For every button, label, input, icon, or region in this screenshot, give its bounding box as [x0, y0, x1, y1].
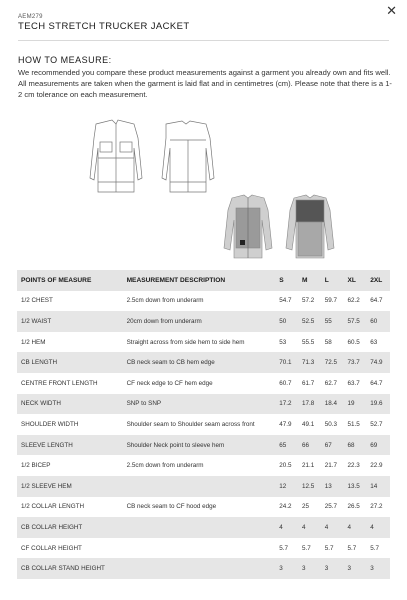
size-value: 70.1: [276, 352, 299, 373]
measure-description: 2.5cm down from underarm: [124, 455, 277, 476]
size-value: 55.5: [299, 332, 322, 353]
size-value: 50: [276, 311, 299, 332]
measure-point: 1/2 SLEEVE HEM: [17, 476, 124, 497]
size-value: 61.7: [299, 373, 322, 394]
size-value: 12.5: [299, 476, 322, 497]
table-row: [17, 352, 390, 373]
size-value: 54.7: [276, 291, 299, 312]
size-value: 63.7: [345, 373, 368, 394]
size-value: 4: [299, 517, 322, 538]
measure-point: CB COLLAR HEIGHT: [17, 517, 124, 538]
table-row: [17, 373, 390, 394]
size-value: 57.2: [299, 291, 322, 312]
measure-description: Shoulder seam to Shoulder seam across front: [124, 414, 277, 435]
size-value: 73.7: [345, 352, 368, 373]
size-value: 71.3: [299, 352, 322, 373]
measure-point: 1/2 BICEP: [17, 455, 124, 476]
jacket-back-sketch: [162, 121, 214, 192]
measure-description: [124, 476, 277, 497]
divider: [18, 40, 389, 41]
size-value: 20.5: [276, 455, 299, 476]
size-value: 25: [299, 497, 322, 518]
size-value: 19: [345, 394, 368, 415]
table-row: [17, 558, 390, 579]
measure-point: CF COLLAR HEIGHT: [17, 538, 124, 559]
size-value: 17.2: [276, 394, 299, 415]
size-chart-table: [17, 270, 390, 579]
size-value: 27.2: [367, 497, 390, 518]
measure-description: CF neck edge to CF hem edge: [124, 373, 277, 394]
close-icon[interactable]: ✕: [386, 3, 397, 18]
size-value: 4: [345, 517, 368, 538]
measure-point: 1/2 HEM: [17, 332, 124, 353]
size-value: 3: [276, 558, 299, 579]
size-value: 4: [276, 517, 299, 538]
measure-description: [124, 538, 277, 559]
column-header: L: [322, 270, 345, 291]
jacket-front-illustration: [224, 195, 272, 258]
column-header: S: [276, 270, 299, 291]
size-value: 69: [367, 435, 390, 456]
size-value: 49.1: [299, 414, 322, 435]
size-value: 59.7: [322, 291, 345, 312]
measure-description: [124, 558, 277, 579]
size-value: 3: [345, 558, 368, 579]
measure-description: 2.5cm down from underarm: [124, 291, 277, 312]
size-value: 58: [322, 332, 345, 353]
column-header: XL: [345, 270, 368, 291]
size-value: 25.7: [322, 497, 345, 518]
size-value: 52.7: [367, 414, 390, 435]
size-value: 60.5: [345, 332, 368, 353]
jacket-back-illustration: [286, 195, 334, 258]
measure-point: 1/2 CHEST: [17, 291, 124, 312]
size-value: 14: [367, 476, 390, 497]
product-title: TECH STRETCH TRUCKER JACKET: [18, 21, 190, 32]
jacket-front-sketch: [90, 120, 142, 192]
measure-point: 1/2 WAIST: [17, 311, 124, 332]
measure-description: [124, 517, 277, 538]
size-value: 51.5: [345, 414, 368, 435]
table-row: [17, 435, 390, 456]
measure-point: CENTRE FRONT LENGTH: [17, 373, 124, 394]
size-value: 3: [299, 558, 322, 579]
size-value: 67: [322, 435, 345, 456]
size-value: 66: [299, 435, 322, 456]
size-value: 3: [367, 558, 390, 579]
size-value: 5.7: [299, 538, 322, 559]
measure-point: SHOULDER WIDTH: [17, 414, 124, 435]
size-value: 3: [322, 558, 345, 579]
size-value: 21.1: [299, 455, 322, 476]
measure-point: CB COLLAR STAND HEIGHT: [17, 558, 124, 579]
size-value: 18.4: [322, 394, 345, 415]
measure-point: 1/2 COLLAR LENGTH: [17, 497, 124, 518]
size-value: 52.5: [299, 311, 322, 332]
size-value: 13.5: [345, 476, 368, 497]
size-value: 22.9: [367, 455, 390, 476]
size-value: 17.8: [299, 394, 322, 415]
size-value: 53: [276, 332, 299, 353]
size-value: 74.9: [367, 352, 390, 373]
measure-description: CB neck seam to CF hood edge: [124, 497, 277, 518]
size-value: 24.2: [276, 497, 299, 518]
how-to-measure-heading: HOW TO MEASURE:: [18, 55, 112, 65]
size-value: 60: [367, 311, 390, 332]
size-value: 62.2: [345, 291, 368, 312]
measure-point: SLEEVE LENGTH: [17, 435, 124, 456]
size-value: 22.3: [345, 455, 368, 476]
size-value: 72.5: [322, 352, 345, 373]
size-value: 5.7: [345, 538, 368, 559]
size-value: 68: [345, 435, 368, 456]
measure-description: Shoulder Neck point to sleeve hem: [124, 435, 277, 456]
table-row: [17, 332, 390, 353]
measure-description: SNP to SNP: [124, 394, 277, 415]
size-value: 50.3: [322, 414, 345, 435]
size-value: 5.7: [322, 538, 345, 559]
size-value: 47.9: [276, 414, 299, 435]
size-value: 64.7: [367, 373, 390, 394]
column-header: M: [299, 270, 322, 291]
table-row: [17, 291, 390, 312]
size-value: 63: [367, 332, 390, 353]
size-value: 5.7: [276, 538, 299, 559]
table-row: [17, 455, 390, 476]
size-value: 4: [322, 517, 345, 538]
table-row: [17, 476, 390, 497]
product-code: AEM279: [18, 14, 43, 20]
size-value: 13: [322, 476, 345, 497]
size-value: 5.7: [367, 538, 390, 559]
measure-description: CB neck seam to CB hem edge: [124, 352, 277, 373]
size-value: 55: [322, 311, 345, 332]
table-row: [17, 538, 390, 559]
jacket-diagrams: [0, 118, 407, 268]
column-header: MEASUREMENT DESCRIPTION: [124, 270, 277, 291]
size-value: 4: [367, 517, 390, 538]
table-row: [17, 414, 390, 435]
column-header: POINTS OF MEASURE: [17, 270, 124, 291]
size-value: 60.7: [276, 373, 299, 394]
size-value: 19.6: [367, 394, 390, 415]
size-value: 26.5: [345, 497, 368, 518]
size-value: 65: [276, 435, 299, 456]
measure-point: NECK WIDTH: [17, 394, 124, 415]
measure-description: 20cm down from underarm: [124, 311, 277, 332]
table-row: [17, 497, 390, 518]
size-value: 64.7: [367, 291, 390, 312]
size-value: 21.7: [322, 455, 345, 476]
size-value: 62.7: [322, 373, 345, 394]
measure-point: CB LENGTH: [17, 352, 124, 373]
table-row: [17, 311, 390, 332]
column-header: 2XL: [367, 270, 390, 291]
table-header-row: [17, 270, 390, 291]
measure-description: Straight across from side hem to side hem: [124, 332, 277, 353]
table-row: [17, 517, 390, 538]
how-to-measure-text: We recommended you compare these product measurements against a garment you already own and fits well. All measurements are taken when the garment is laid flat and in centimetres (cm). Please note that there is a 1-2 cm tolerance on each measurement.: [18, 68, 392, 99]
table-row: [17, 394, 390, 415]
size-value: 12: [276, 476, 299, 497]
size-value: 57.5: [345, 311, 368, 332]
